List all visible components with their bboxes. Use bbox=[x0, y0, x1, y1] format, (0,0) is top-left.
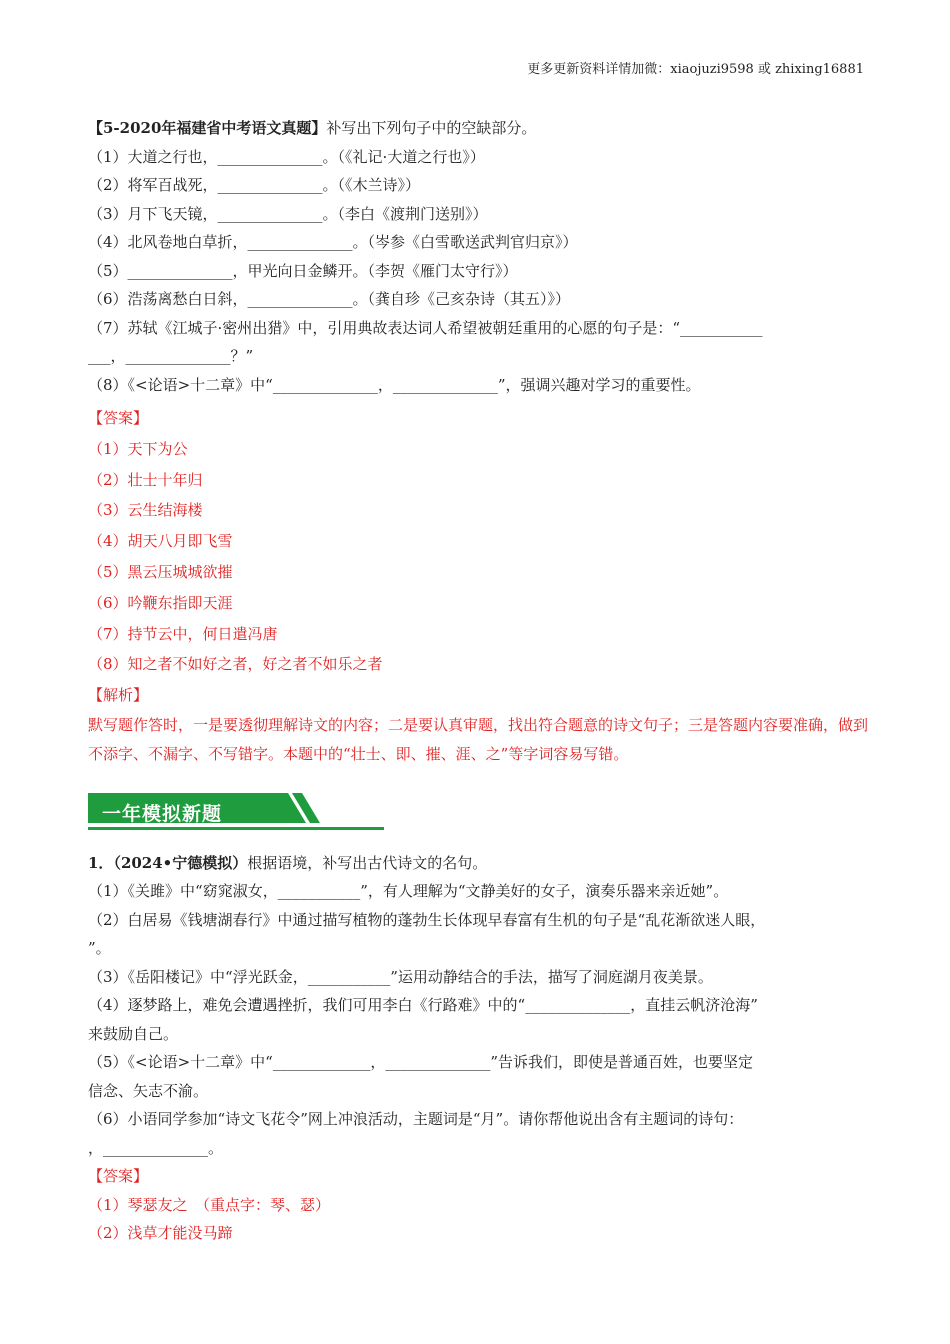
banner-title: 一年模拟新题 bbox=[102, 802, 223, 825]
question-item: （4）北风卷地白草折，______________。（岑参《白雪歌送武判官归京》） bbox=[88, 233, 578, 251]
answer-item: （2）浅草才能没马蹄 bbox=[88, 1224, 233, 1243]
document-body bbox=[88, 114, 868, 1248]
answer-label: 【答案】 bbox=[88, 409, 149, 427]
answer-item: （5）黑云压城城欲摧 bbox=[88, 562, 233, 581]
question-item-continued: ”。 bbox=[88, 939, 111, 958]
section-banner bbox=[88, 789, 384, 833]
answer-item: （4）胡天八月即飞雪 bbox=[88, 532, 233, 551]
question-item: （4）逐梦路上，难免会遭遇挫折，我们可用李白《行路难》中的“______________，直挂云帆济沧海” bbox=[88, 996, 758, 1015]
answer-item: （8）知之者不如好之者，好之者不如乐之者 bbox=[88, 655, 383, 674]
question-instruction: 补写出下列句子中的空缺部分。 bbox=[326, 119, 537, 137]
question-item: （3）《岳阳楼记》中“浮光跃金，___________”运用动静结合的手法，描写了洞庭湖月夜美景。 bbox=[88, 967, 713, 986]
answer-item: （2）壮士十年归 bbox=[88, 470, 203, 489]
answer-item: （6）吟鞭东指即天涯 bbox=[88, 593, 233, 612]
question-heading bbox=[88, 114, 868, 143]
question-source-tag: 【5-2020年福建省中考语文真题】 bbox=[88, 119, 327, 137]
question-item: （6）浩荡离愁白日斜，______________。（龚自珍《己亥杂诗（其五）》） bbox=[88, 290, 571, 308]
answer-item: （3）云生结海楼 bbox=[88, 501, 203, 520]
question-item-continued: 来鼓励自己。 bbox=[88, 1024, 179, 1043]
answer-item: （1）天下为公 bbox=[88, 439, 188, 458]
question-item: （1）大道之行也，______________。（《礼记·大道之行也》） bbox=[88, 147, 485, 166]
question-item: （7）苏轼《江城子·密州出猎》中，引用典故表达词人希望被朝廷重用的心愿的句子是：“___________ bbox=[88, 318, 763, 337]
question-item: （5）______________，甲光向日金鳞开。（李贺《雁门太守行》） bbox=[88, 261, 518, 280]
question-item-continued: ___，______________？” bbox=[88, 347, 254, 365]
question-instruction: 根据语境，补写出古代诗文的名句。 bbox=[247, 853, 488, 872]
question-item: （5）《<论语>十二章》中“_____________，______________”告诉我们，即使是普通百姓，也要坚定 bbox=[88, 1053, 754, 1072]
analysis-label: 【解析】 bbox=[88, 686, 149, 705]
question-item-continued: 信念、矢志不渝。 bbox=[88, 1081, 209, 1100]
question-item-continued: ，______________。 bbox=[88, 1138, 224, 1157]
question-item: （1）《关雎》中“窈窕淑女，___________”，有人理解为“文静美好的女子，演奏乐器来亲近她”。 bbox=[88, 882, 729, 901]
question-item: （3）月下飞天镜，______________。（李白《渡荆门送别》） bbox=[88, 204, 488, 223]
answer-label: 【答案】 bbox=[88, 1167, 149, 1186]
header-contact-note: 更多更新资料详情加微：xiaojuzi9598 或 zhixing16881 bbox=[527, 62, 864, 77]
analysis-text: 默写题作答时，一是要透彻理解诗文的内容；二是要认真审题，找出符合题意的诗文句子；三是答题内容要准确，做到不添字、不漏字、不写错字。本题中的“壮士、即、摧、涯、之”等字词容易写错。 bbox=[88, 715, 869, 763]
question-heading bbox=[88, 849, 868, 878]
question-source-tag: （2024•宁德模拟） bbox=[113, 853, 248, 872]
answer-item: （1）琴瑟友之 （重点字：琴、瑟） bbox=[88, 1195, 331, 1214]
question-item: （2）将军百战死，______________。（《木兰诗》） bbox=[88, 176, 421, 194]
answer-item: （7）持节云中，何日遣冯唐 bbox=[88, 624, 278, 643]
question-item: （2）白居易《钱塘湖春行》中通过描写植物的蓬勃生长体现早春富有生机的句子是“乱花渐欲迷人眼， bbox=[88, 910, 766, 929]
question-number: 1． bbox=[88, 853, 114, 872]
question-item: （6）小语同学参加“诗文飞花令”网上冲浪活动，主题词是“月”。请你帮他说出含有主题词的诗句： bbox=[88, 1110, 744, 1129]
question-item: （8）《<论语>十二章》中“______________，______________”，强调兴趣对学习的重要性。 bbox=[88, 375, 701, 394]
